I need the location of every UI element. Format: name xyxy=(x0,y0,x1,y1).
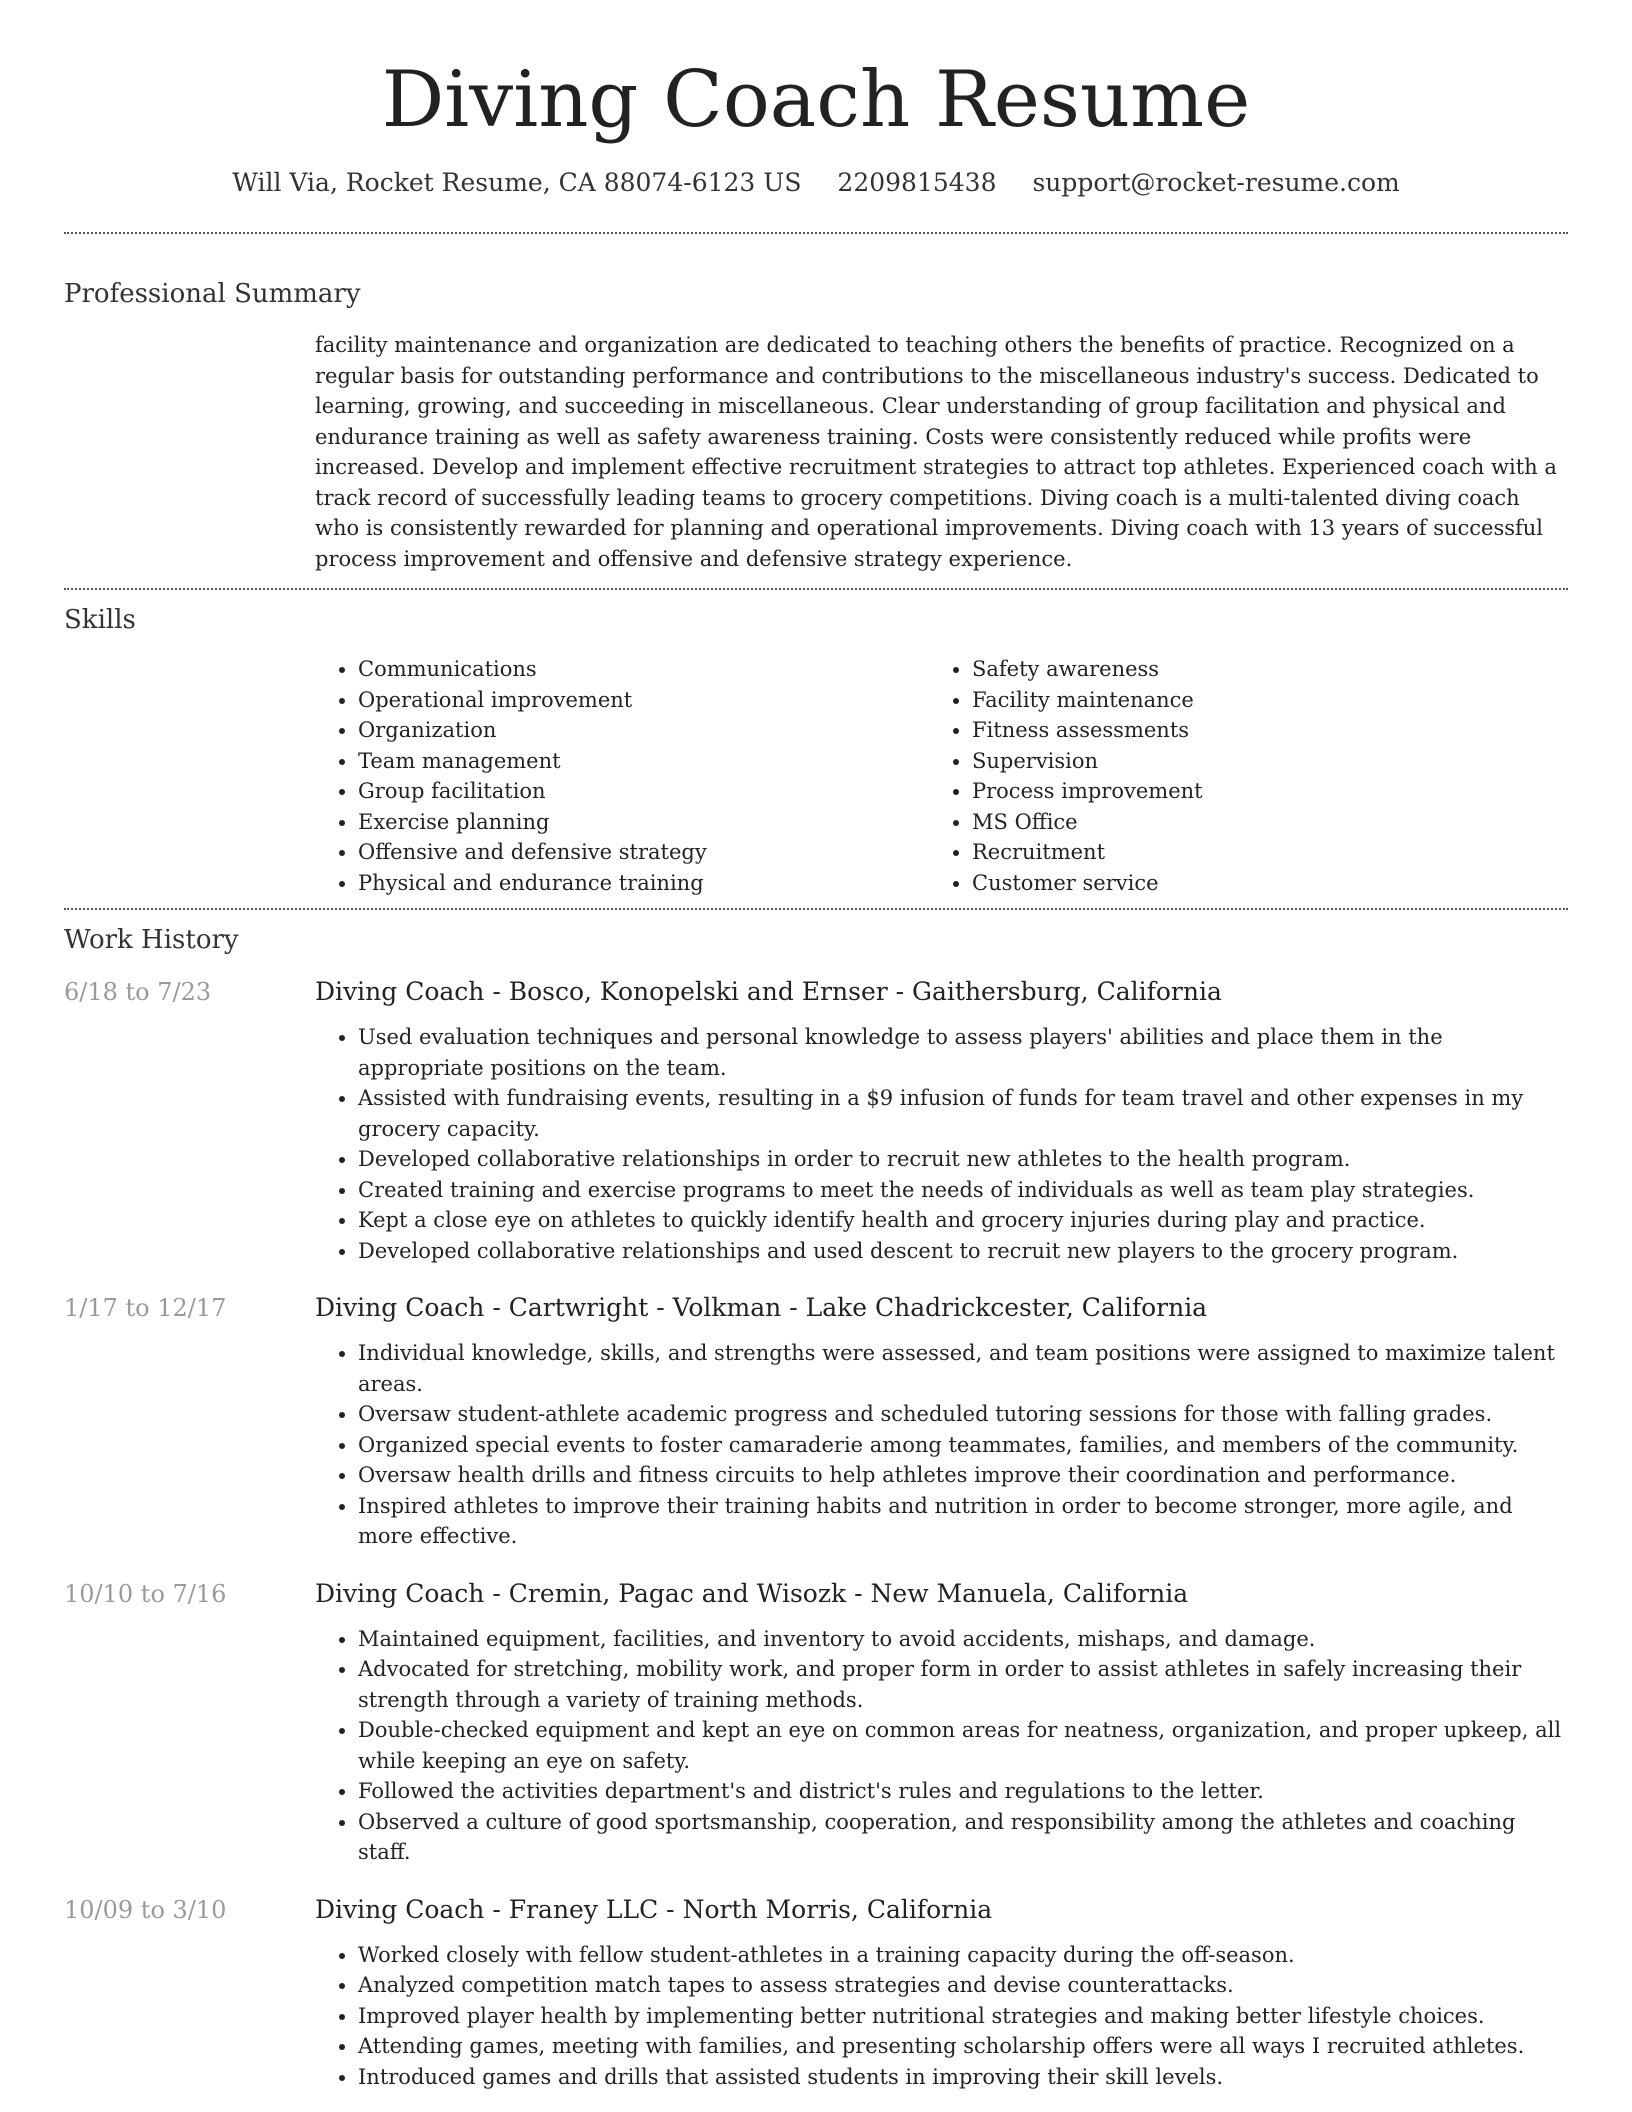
skill-item: • Organization xyxy=(358,715,929,746)
contact-phone: 2209815438 xyxy=(837,168,997,197)
job-bullet: • Observed a culture of good sportsmanship, cooperation, and responsibility among the athletes and coaching staff. xyxy=(358,1807,1568,1868)
skill-item: • Safety awareness xyxy=(972,654,1203,685)
skill-item: • Supervision xyxy=(972,746,1203,777)
job-entry xyxy=(64,1290,1568,1552)
job-title: Diving Coach - Bosco, Konopelski and Ernser - Gaithersburg, California xyxy=(315,977,1222,1006)
skills-heading: Skills xyxy=(64,605,136,635)
job-bullet: • Oversaw student-athlete academic progress and scheduled tutoring sessions for those with falling grades. xyxy=(358,1399,1568,1430)
job-bullet: • Improved player health by implementing better nutritional strategies and making better lifestyle choices. xyxy=(358,2001,1568,2032)
job-bullet: • Introduced games and drills that assisted students in improving their skill levels. xyxy=(358,2062,1568,2093)
summary-heading: Professional Summary xyxy=(64,279,361,309)
job-bullet: • Used evaluation techniques and personal knowledge to assess players' abilities and place them in the appropriate positions on the team. xyxy=(358,1022,1568,1083)
job-bullet: • Kept a close eye on athletes to quickly identify health and grocery injuries during play and practice. xyxy=(358,1205,1568,1236)
job-bullet: • Individual knowledge, skills, and strengths were assessed, and team positions were assigned to maximize talent areas. xyxy=(358,1338,1568,1399)
job-dates: 6/18 to 7/23 xyxy=(64,978,212,1006)
section-divider xyxy=(64,588,1568,590)
job-bullets xyxy=(315,1624,1568,1868)
job-bullet: • Inspired athletes to improve their training habits and nutrition in order to become stronger, more agile, and more effective. xyxy=(358,1491,1568,1552)
job-bullets xyxy=(315,1338,1568,1552)
skill-item: • Physical and endurance training xyxy=(358,868,929,899)
skill-item: • Team management xyxy=(358,746,929,777)
contact-email: support@rocket-resume.com xyxy=(1032,168,1400,197)
skill-item: • Facility maintenance xyxy=(972,685,1203,716)
job-title: Diving Coach - Franey LLC - North Morris, California xyxy=(315,1894,993,1924)
job-bullets xyxy=(315,1940,1568,2093)
skill-item: • Fitness assessments xyxy=(972,715,1203,746)
section-divider xyxy=(64,908,1568,910)
job-dates: 10/10 to 7/16 xyxy=(64,1579,227,1608)
job-bullet: • Worked closely with fellow student-athletes in a training capacity during the off-season. xyxy=(358,1940,1568,1971)
job-entry xyxy=(64,1576,1568,1868)
work-heading: Work History xyxy=(64,925,239,955)
job-bullet: • Followed the activities department's and district's rules and regulations to the letter. xyxy=(358,1776,1568,1807)
skills-section xyxy=(64,602,1568,898)
job-bullet: • Attending games, meeting with families, and presenting scholarship offers were all ways I recruited athletes. xyxy=(358,2031,1568,2062)
job-bullet: • Analyzed competition match tapes to assess strategies and devise counterattacks. xyxy=(358,1970,1568,2001)
job-dates: 10/09 to 3/10 xyxy=(64,1895,227,1924)
job-bullet: • Double-checked equipment and kept an eye on common areas for neatness, organization, and proper upkeep, all while keeping an eye on safety. xyxy=(358,1715,1568,1776)
skill-item: • Customer service xyxy=(972,868,1203,899)
resume-page xyxy=(64,0,1568,2092)
resume-title: Diving Coach Resume xyxy=(381,55,1251,145)
contact-address: Will Via, Rocket Resume, CA 88074-6123 US xyxy=(232,168,802,197)
skill-item: • Operational improvement xyxy=(358,685,929,716)
job-bullet: • Assisted with fundraising events, resulting in a $9 infusion of funds for team travel and other expenses in my grocery capacity. xyxy=(358,1083,1568,1144)
job-title: Diving Coach - Cremin, Pagac and Wisozk - New Manuela, California xyxy=(315,1578,1189,1608)
skills-list-right xyxy=(929,654,1203,898)
skill-item: • Communications xyxy=(358,654,929,685)
contact-line xyxy=(64,166,1568,200)
job-entry xyxy=(64,1892,1568,2093)
job-bullets xyxy=(315,1022,1568,1266)
work-section xyxy=(64,922,1568,2092)
section-divider xyxy=(64,232,1568,234)
job-bullet: • Developed collaborative relationships in order to recruit new athletes to the health program. xyxy=(358,1144,1568,1175)
job-bullet: • Created training and exercise programs to meet the needs of individuals as well as team play strategies. xyxy=(358,1175,1568,1206)
skill-item: • Group facilitation xyxy=(358,776,929,807)
skill-item: • MS Office xyxy=(972,807,1203,838)
job-bullet: • Oversaw health drills and fitness circuits to help athletes improve their coordination and performance. xyxy=(358,1460,1568,1491)
job-entry xyxy=(64,974,1568,1266)
job-bullet: • Advocated for stretching, mobility work, and proper form in order to assist athletes in safely increasing their strength through a variety of training methods. xyxy=(358,1654,1568,1715)
skills-columns xyxy=(315,654,1568,898)
skill-item: • Exercise planning xyxy=(358,807,929,838)
skill-item: • Process improvement xyxy=(972,776,1203,807)
job-bullet: • Organized special events to foster camaraderie among teammates, families, and members of the community. xyxy=(358,1430,1568,1461)
job-bullet: • Developed collaborative relationships and used descent to recruit new players to the grocery program. xyxy=(358,1236,1568,1267)
job-dates: 1/17 to 12/17 xyxy=(64,1294,227,1322)
skill-item: • Recruitment xyxy=(972,837,1203,868)
job-bullet: • Maintained equipment, facilities, and inventory to avoid accidents, mishaps, and damage. xyxy=(358,1624,1568,1655)
skills-list-left xyxy=(315,654,929,898)
summary-section xyxy=(64,276,1568,574)
job-title: Diving Coach - Cartwright - Volkman - Lake Chadrickcester, California xyxy=(315,1293,1208,1322)
skill-item: • Offensive and defensive strategy xyxy=(358,837,929,868)
summary-text: facility maintenance and organization are dedicated to teaching others the benefits of practice. Recognized on a regular basis for outstanding performance and contributions to the miscellaneous industry's success. Dedicated to learning, growing, and succeeding in miscellaneous. Clear understanding of group facilitation and physical and endurance training as well as safety awareness training. Costs were consistently reduced while profits were increased. Develop and implement effective recruitment strategies to attract top athletes. Experienced coach with a track record of successfully leading teams to grocery competitions. Diving coach is a multi-talented diving coach who is consistently rewarded for planning and operational improvements. Diving coach with 13 years of successful process improvement and offensive and defensive strategy experience. xyxy=(315,333,1557,571)
